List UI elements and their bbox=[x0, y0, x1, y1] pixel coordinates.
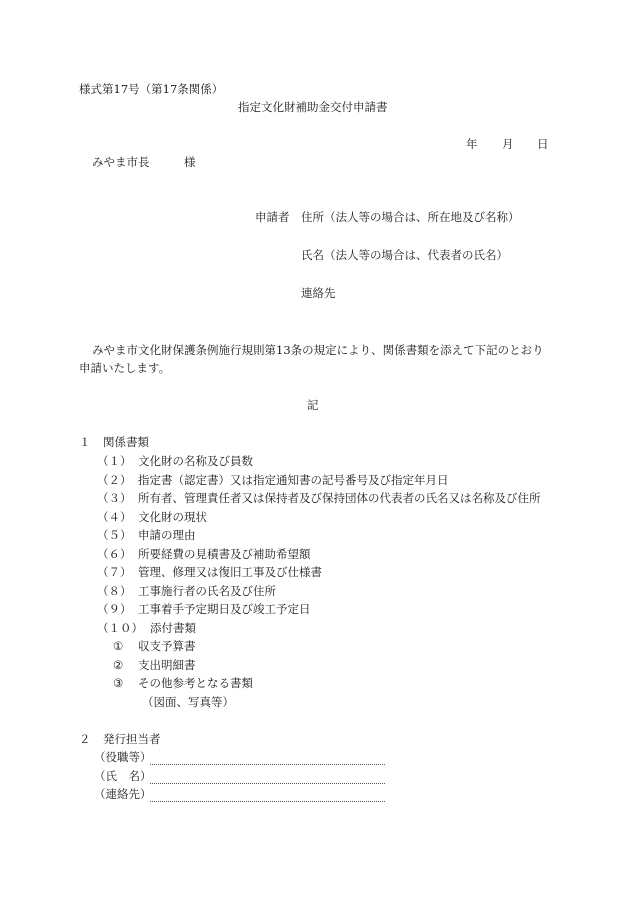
item-text: 工事着手予定期日及び竣工予定日 bbox=[138, 602, 311, 616]
item-number: （３） bbox=[97, 491, 132, 505]
item-text: 所要経費の見積書及び補助希望額 bbox=[138, 547, 311, 561]
name-label: （氏 名） bbox=[94, 769, 152, 783]
addressee-name: みやま市長 bbox=[92, 155, 150, 169]
body-text-line1: みやま市文化財保護条例施行規則第13条の規定により、関係書類を添えて下記のとおり bbox=[92, 343, 544, 357]
item-text: 文化財の現状 bbox=[138, 510, 207, 524]
item-number: （９） bbox=[97, 602, 132, 616]
document-title: 指定文化財補助金交付申請書 bbox=[238, 100, 388, 114]
subitem-text: 支出明細書 bbox=[138, 658, 196, 672]
item10-number: （１０） bbox=[97, 621, 143, 635]
applicant-name-label: 氏名（法人等の場合は、代表者の氏名） bbox=[301, 248, 508, 262]
section1-number: １ bbox=[79, 435, 91, 449]
section2-number: ２ bbox=[79, 732, 91, 746]
applicant-address-label: 住所（法人等の場合は、所在地及び名称） bbox=[301, 210, 520, 224]
item-text: 所有者、管理責任者又は保持者及び保持団体の代表者の氏名又は名称及び住所 bbox=[138, 491, 541, 505]
item-text: 指定書（認定書）又は指定通知書の記号番号及び指定年月日 bbox=[138, 473, 449, 487]
item-number: （２） bbox=[97, 473, 132, 487]
position-label: （役職等） bbox=[94, 750, 152, 764]
name-fill-line[interactable] bbox=[150, 783, 385, 784]
body-text-line2: 申請いたします。 bbox=[79, 361, 171, 375]
item-number: （７） bbox=[97, 565, 132, 579]
item-number: （４） bbox=[97, 510, 132, 524]
item-text: 管理、修理又は復旧工事及び仕様書 bbox=[138, 565, 322, 579]
item-number: （１） bbox=[97, 454, 132, 468]
applicant-contact-label: 連絡先 bbox=[301, 286, 336, 300]
addressee-honorific: 様 bbox=[184, 155, 196, 169]
subitem-text: 収支予算書 bbox=[138, 639, 196, 653]
item-text: 申請の理由 bbox=[138, 528, 196, 542]
item-number: （５） bbox=[97, 528, 132, 542]
applicant-label: 申請者 bbox=[255, 210, 290, 224]
subitem-text: その他参考となる書類 bbox=[138, 676, 253, 690]
date-day-label: 日 bbox=[537, 137, 549, 151]
item-number: （８） bbox=[97, 584, 132, 598]
item10-text: 添付書類 bbox=[150, 621, 196, 635]
date-year-label: 年 bbox=[466, 137, 478, 151]
subitem-mark: ① bbox=[113, 639, 124, 653]
attachment-note: （図面、写真等） bbox=[142, 695, 234, 709]
section2-title: 発行担当者 bbox=[103, 732, 161, 746]
ki-heading: 記 bbox=[307, 398, 319, 412]
subitem-mark: ③ bbox=[113, 676, 124, 690]
position-fill-line[interactable] bbox=[150, 764, 385, 765]
subitem-mark: ② bbox=[113, 658, 124, 672]
date-month-label: 月 bbox=[502, 137, 514, 151]
contact-label: （連絡先） bbox=[94, 787, 152, 801]
item-number: （６） bbox=[97, 547, 132, 561]
item-text: 工事施行者の氏名及び住所 bbox=[138, 584, 276, 598]
item-text: 文化財の名称及び員数 bbox=[138, 454, 253, 468]
form-id: 様式第17号（第17条関係） bbox=[79, 82, 224, 96]
section1-title: 関係書類 bbox=[103, 435, 149, 449]
contact-fill-line[interactable] bbox=[150, 801, 385, 802]
